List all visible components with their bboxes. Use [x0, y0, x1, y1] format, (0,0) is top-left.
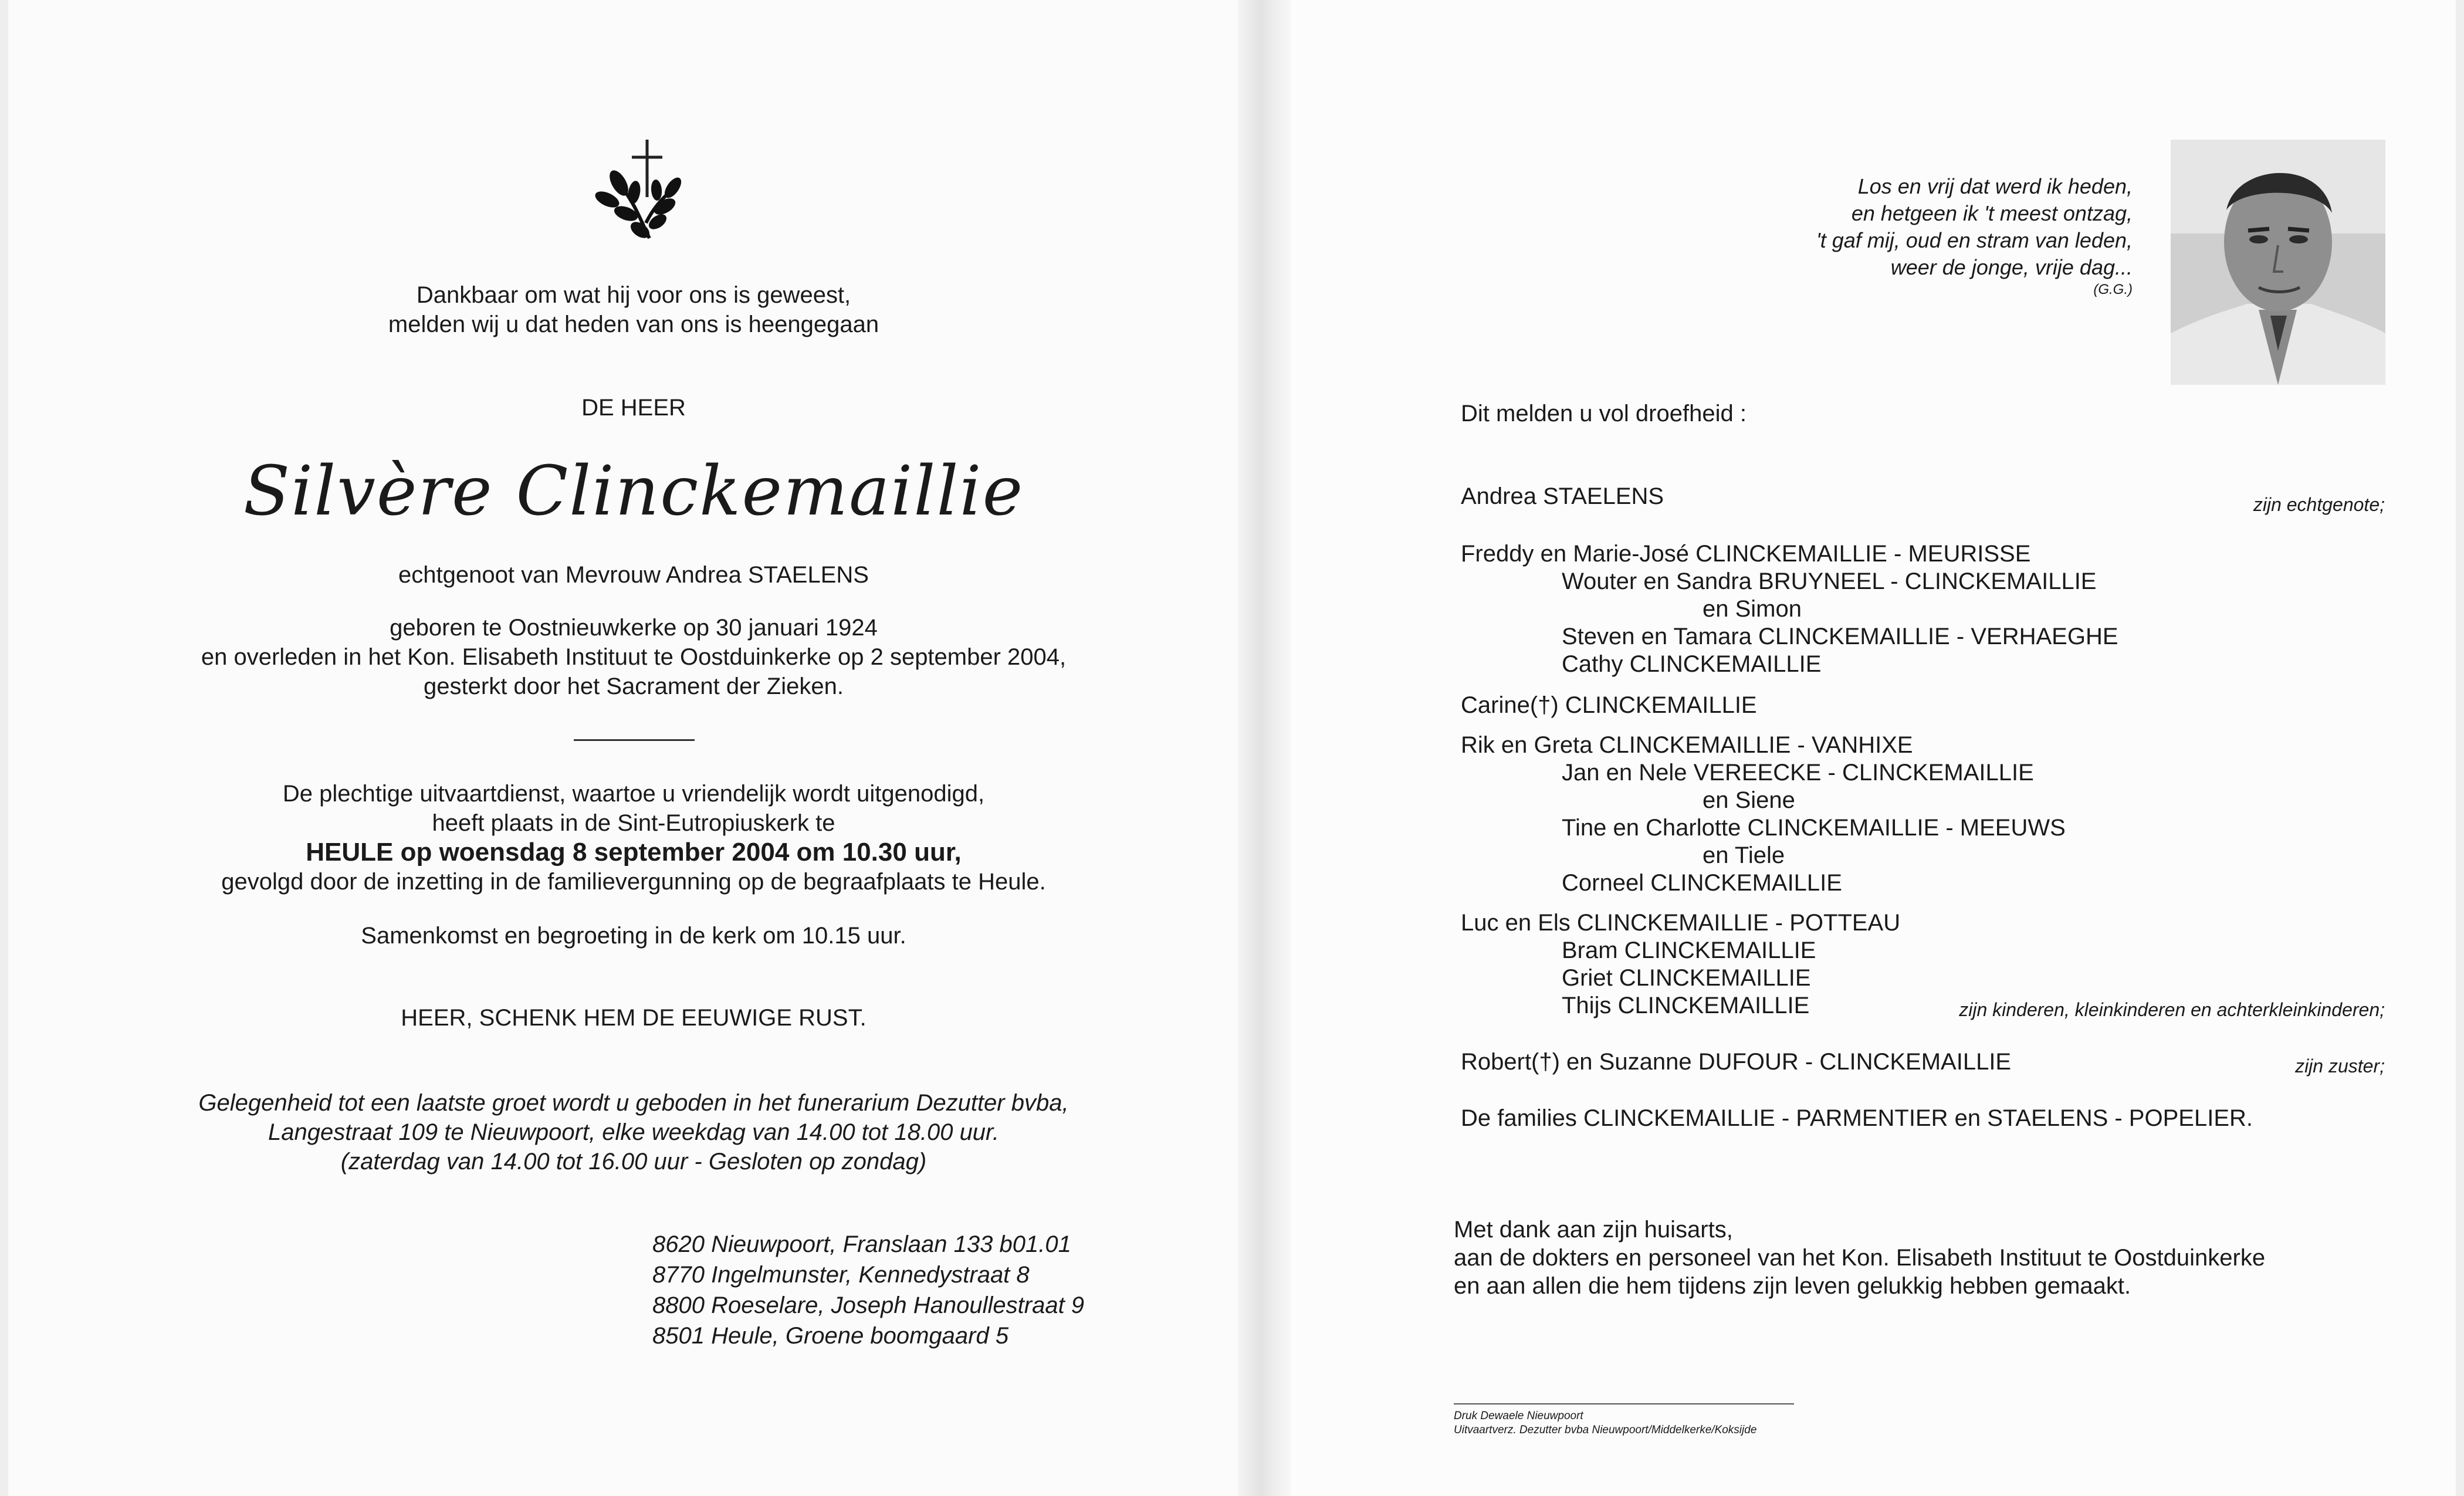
- address-item: 8770 Ingelmunster, Kennedystraat 8: [652, 1262, 1030, 1288]
- family-member: Freddy en Marie-José CLINCKEMAILLIE - MEURISSE: [1461, 541, 2031, 567]
- family-member: Carine(†) CLINCKEMAILLIE: [1461, 692, 1757, 718]
- left-edge: [0, 0, 8, 1496]
- printer-info: Druk Dewaele Nieuwpoort Uitvaartverz. Dezutter bvba Nieuwpoort/Middelkerke/Koksijde: [1454, 1410, 1757, 1436]
- divider: [574, 739, 695, 741]
- title-text: DE HEER: [581, 395, 686, 421]
- family-member: Cathy CLINCKEMAILLIE: [1562, 651, 1822, 677]
- announce-text: Dit melden u vol droefheid :: [1461, 401, 1747, 427]
- address-item: 8501 Heule, Groene boomgaard 5: [652, 1323, 1009, 1349]
- family-member: Rik en Greta CLINCKEMAILLIE - VANHIXE: [1461, 732, 1913, 758]
- family-member: De families CLINCKEMAILLIE - PARMENTIER en STAELENS - POPELIER.: [1461, 1105, 2253, 1131]
- family-member: Bram CLINCKEMAILLIE: [1562, 937, 1816, 963]
- poem-author: (G.G.): [2093, 282, 2133, 297]
- service-date: HEULE op woensdag 8 september 2004 om 10.30 uur,: [306, 838, 962, 867]
- family-member: Corneel CLINCKEMAILLIE: [1562, 870, 1842, 896]
- family-member: Jan en Nele VEREECKE - CLINCKEMAILLIE: [1562, 760, 2034, 786]
- service-text: De plechtige uitvaartdienst, waartoe u vriendelijk wordt uitgenodigd, heeft plaats in de Sint-Eutropiuskerk te HEULE op woensdag 8 september 2004 om 10.30 uur, gevolgd door de inzetting in de familievergunning op de begraafplaats te Heule.: [120, 779, 1147, 896]
- intro-text: Dankbaar om wat hij voor ons is geweest, melden wij u dat heden van ons is heengegaan: [388, 282, 879, 337]
- relation-label: zijn echtgenote;: [2253, 494, 2385, 515]
- family-member: en Tiele: [1703, 842, 1785, 868]
- family-member: en Siene: [1703, 787, 1795, 813]
- family-member: Andrea STAELENS: [1461, 483, 1664, 509]
- right-edge: [2456, 0, 2464, 1496]
- spouse-text: echtgenoot van Mevrouw Andrea STAELENS: [398, 562, 869, 588]
- page-fold: [1238, 0, 1291, 1496]
- printer-divider: [1454, 1403, 1794, 1404]
- family-member: Tine en Charlotte CLINCKEMAILLIE - MEEUWS: [1562, 815, 2066, 841]
- family-member: Wouter en Sandra BRUYNEEL - CLINCKEMAILLIE: [1562, 568, 2097, 594]
- address-list: [652, 1229, 1084, 1351]
- address-item: 8800 Roeselare, Joseph Hanoullestraat 9: [652, 1292, 1085, 1318]
- poem: Los en vrij dat werd ik heden, en hetgeen ik 't meest ontzag, 't gaf mij, oud en stram van leden, weer de jonge, vrije dag... (G.G.): [1701, 173, 2133, 299]
- deceased-portrait: [2171, 140, 2385, 385]
- address-item: 8620 Nieuwpoort, Franslaan 133 b01.01: [652, 1231, 1071, 1257]
- family-member: Thijs CLINCKEMAILLIE: [1562, 993, 1810, 1018]
- cross-with-flowers-icon: [584, 134, 683, 245]
- deceased-name: Silvère Clinckemaillie: [243, 452, 1024, 531]
- gathering-text: Samenkomst en begroeting in de kerk om 10.15 uur.: [361, 923, 906, 949]
- visit-text: Gelegenheid tot een laatste groet wordt u geboden in het funerarium Dezutter bvba, Langestraat 109 te Nieuwpoort, elke weekdag van 14.00 tot 18.00 uur. (zaterdag van 14.00 tot 16.00 uur - Gesloten op zondag): [198, 1090, 1069, 1175]
- family-member: en Simon: [1703, 596, 1802, 622]
- birth-death-text: geboren te Oostnieuwkerke op 30 januari 1924 en overleden in het Kon. Elisabeth Instituut te Oostduinkerke op 2 september 2004, gesterkt door het Sacrament der Zieken.: [201, 615, 1067, 699]
- relation-label: zijn kinderen, kleinkinderen en achterkleinkinderen;: [1959, 999, 2385, 1020]
- prayer-text: HEER, SCHENK HEM DE EEUWIGE RUST.: [401, 1005, 867, 1031]
- relation-label: zijn zuster;: [2295, 1055, 2385, 1077]
- family-member: Griet CLINCKEMAILLIE: [1562, 965, 1811, 991]
- family-member: Luc en Els CLINCKEMAILLIE - POTTEAU: [1461, 910, 1901, 936]
- thanks-text: Met dank aan zijn huisarts, aan de dokters en personeel van het Kon. Elisabeth Instituut te Oostduinkerke en aan allen die hem tijdens zijn leven gelukkig hebben gemaakt.: [1454, 1217, 2266, 1299]
- family-member: Robert(†) en Suzanne DUFOUR - CLINCKEMAILLIE: [1461, 1049, 2012, 1075]
- family-member: Steven en Tamara CLINCKEMAILLIE - VERHAEGHE: [1562, 624, 2118, 649]
